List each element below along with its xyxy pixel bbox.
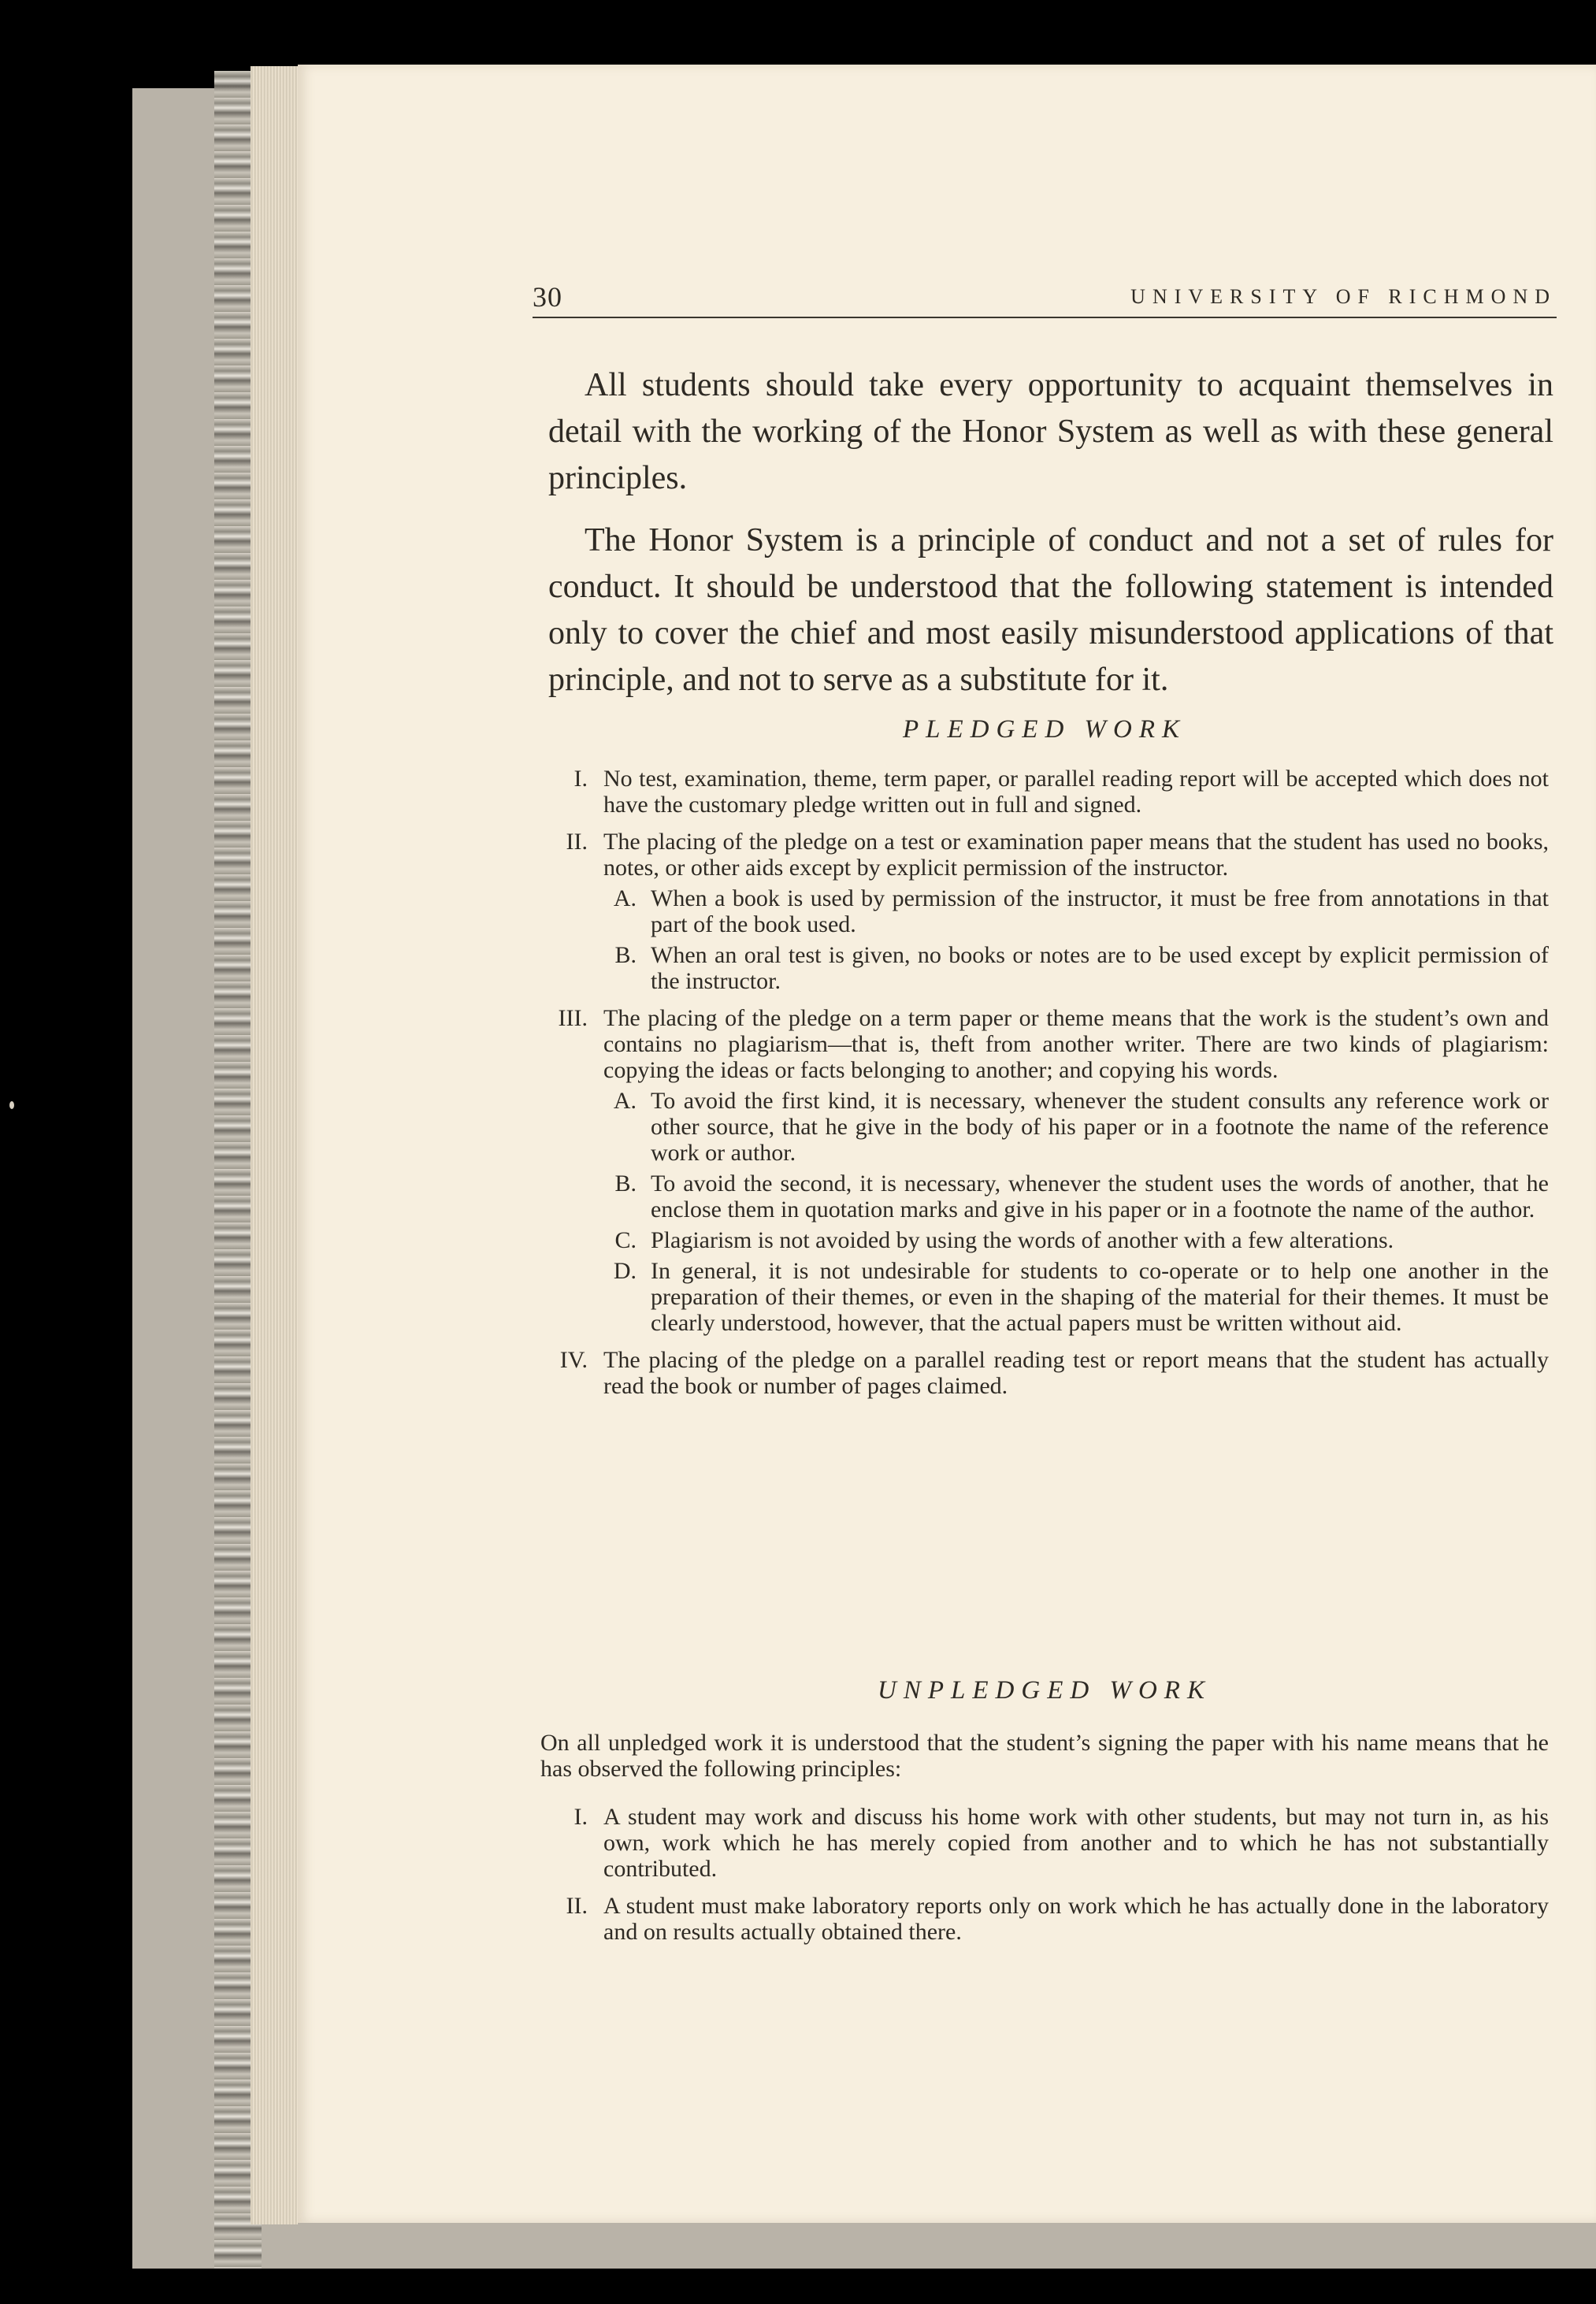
unpledged-work-list bbox=[533, 1804, 1549, 1956]
sub-item bbox=[603, 942, 1549, 994]
sub-item-text: When a book is used by permission of the instructor, it must be free from annotations in that part of the book used. bbox=[651, 885, 1549, 937]
pledged-work-list bbox=[533, 766, 1549, 1410]
sub-item-letter: B. bbox=[614, 942, 637, 968]
sub-item-text: Plagiarism is not avoided by using the words of another with a few alterations. bbox=[651, 1227, 1394, 1253]
list-item bbox=[533, 1804, 1549, 1882]
sub-item bbox=[603, 1258, 1549, 1336]
unpledged-intro: On all unpledged work it is understood that the student’s signing the paper with his name means that he has observed the following principles: bbox=[540, 1730, 1549, 1782]
list-item bbox=[533, 1893, 1549, 1945]
sub-item-text: To avoid the second, it is necessary, whenever the student uses the words of another, that he enclose them in quotation marks and give in his paper or in a footnote the name of the author. bbox=[651, 1171, 1549, 1222]
sub-item-text: To avoid the first kind, it is necessary, whenever the student consults any reference work or other source, that he give in the body of his paper or in a footnote the name of the reference work or author. bbox=[651, 1088, 1549, 1166]
sub-item-text: In general, it is not undesirable for students to co-operate or to help one another in the preparation of their themes, or even in the shaping of the material for their themes. It must be clearly understood, however, that the actual papers must be written without aid. bbox=[651, 1258, 1549, 1336]
sub-item-letter: D. bbox=[613, 1258, 637, 1284]
page-edges bbox=[251, 66, 298, 2224]
item-number: II. bbox=[566, 1893, 588, 1919]
item-text: No test, examination, theme, term paper, or parallel reading report will be accepted which does not have the customary pledge written out in full and signed. bbox=[603, 766, 1549, 818]
running-title: UNIVERSITY OF RICHMOND bbox=[1130, 285, 1557, 308]
running-head bbox=[533, 280, 1557, 318]
header-rule bbox=[533, 317, 1557, 318]
page-number: 30 bbox=[533, 281, 562, 313]
intro-paragraph: The Honor System is a principle of conduct and not a set of rules for conduct. It should be understood that the following statement is intended only to cover the chief and most easily misunderstood applications of that principle, and not to serve as a substitute for it. bbox=[548, 522, 1553, 698]
item-number: III. bbox=[558, 1005, 588, 1031]
list-item bbox=[533, 766, 1549, 818]
item-number: IV. bbox=[559, 1347, 588, 1373]
item-text: A student must make laboratory reports only on work which he has actually done in the laboratory and on results actually obtained there. bbox=[603, 1893, 1549, 1945]
sub-item bbox=[603, 1171, 1549, 1222]
sub-item-letter: A. bbox=[613, 885, 637, 911]
item-number: I. bbox=[573, 1804, 588, 1830]
sub-item-letter: A. bbox=[613, 1088, 637, 1114]
sub-item-letter: B. bbox=[614, 1171, 637, 1197]
sub-item bbox=[603, 1227, 1549, 1253]
intro-text bbox=[548, 362, 1553, 719]
item-number: II. bbox=[566, 829, 588, 855]
list-item bbox=[533, 829, 1549, 994]
sub-item-letter: C. bbox=[614, 1227, 637, 1253]
item-number: I. bbox=[573, 766, 588, 792]
list-item bbox=[533, 1005, 1549, 1336]
unpledged-work-heading: UNPLEDGED WORK bbox=[878, 1676, 1212, 1705]
list-item bbox=[533, 1347, 1549, 1399]
item-text: A student may work and discuss his home work with other students, but may not turn in, as his own, work which he has merely copied from another and to which he has not substantially contributed. bbox=[603, 1804, 1549, 1882]
dust-speck bbox=[9, 1101, 14, 1109]
item-text: The placing of the pledge on a test or examination paper means that the student has used no books, notes, or other aids except by explicit permission of the instructor. bbox=[603, 829, 1549, 881]
sub-item-text: When an oral test is given, no books or notes are to be used except by explicit permission of the instructor. bbox=[651, 942, 1549, 994]
pledged-work-heading: PLEDGED WORK bbox=[902, 715, 1187, 744]
intro-paragraph: All students should take every opportunity to acquaint themselves in detail with the working of the Honor System as well as with these general principles. bbox=[548, 367, 1553, 496]
item-text: The placing of the pledge on a term paper or theme means that the work is the student’s own and contains no plagiarism—that is, theft from another writer. There are two kinds of plagiarism: copying the ideas or facts belonging to another; and copying his words. bbox=[603, 1005, 1549, 1083]
sub-item bbox=[603, 1088, 1549, 1166]
item-text: The placing of the pledge on a parallel reading test or report means that the student has actually read the book or number of pages claimed. bbox=[603, 1347, 1549, 1399]
sub-item bbox=[603, 885, 1549, 937]
